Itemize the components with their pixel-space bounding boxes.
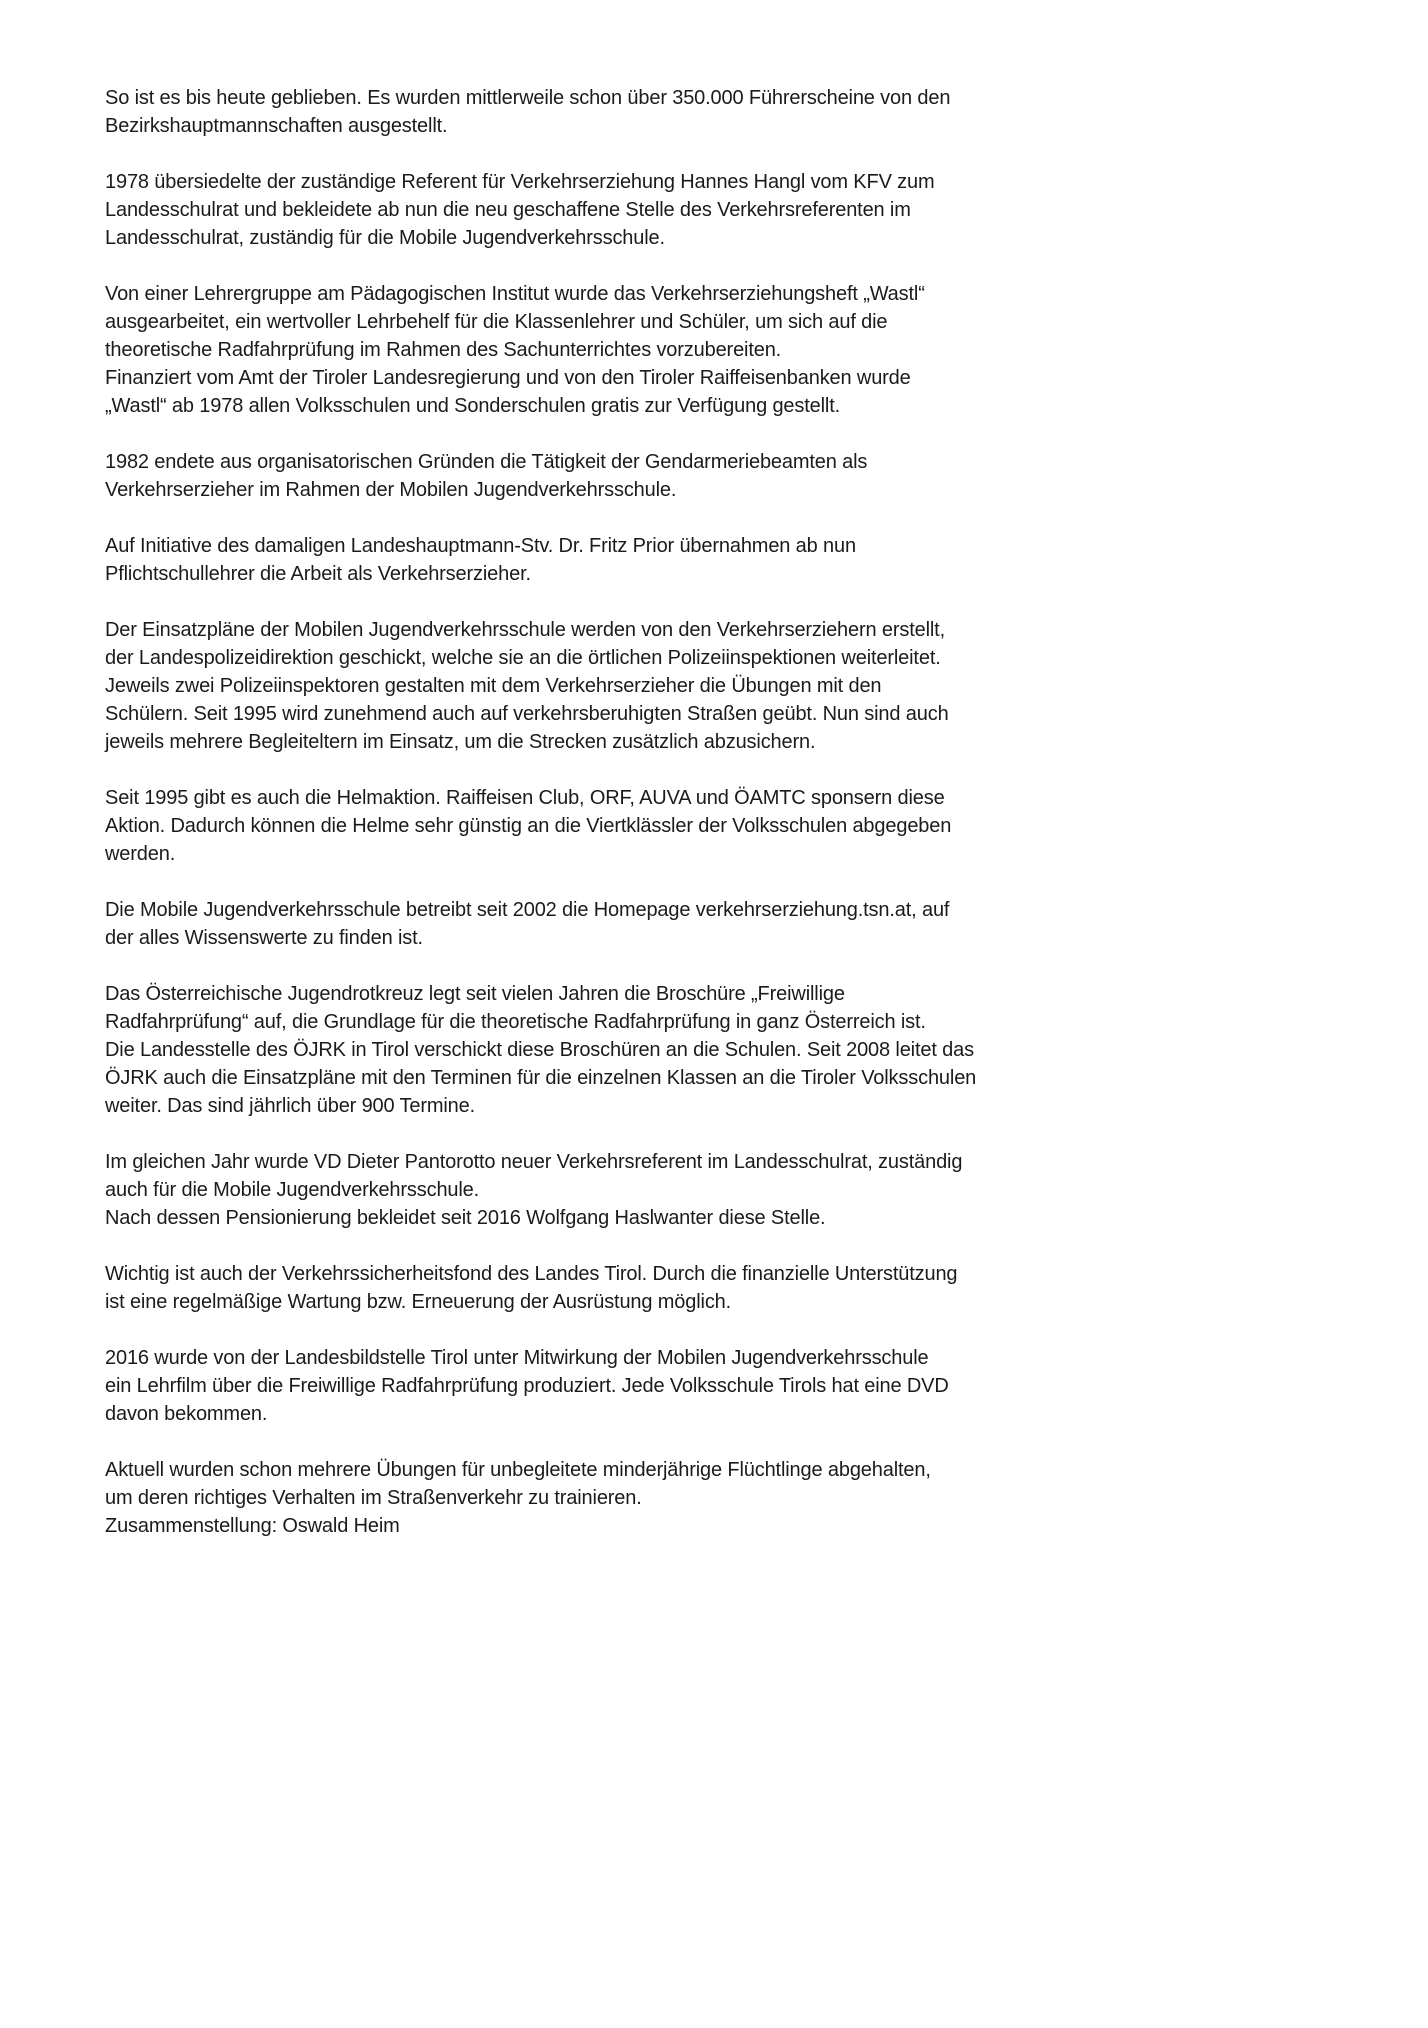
text-line: Jeweils zwei Polizeiinspektoren gestalten mit dem Verkehrserzieher die Übungen mit den <box>105 675 882 697</box>
text-line: auch für die Mobile Jugendverkehrsschule. <box>105 1179 480 1201</box>
text-line: Zusammenstellung: Oswald Heim <box>105 1515 400 1537</box>
text-line: Finanziert vom Amt der Tiroler Landesregierung und von den Tiroler Raiffeisenbanken wurde <box>105 367 911 389</box>
paragraph <box>105 448 1365 504</box>
text-line: Der Einsatzpläne der Mobilen Jugendverkehrsschule werden von den Verkehrserziehern erstellt, <box>105 619 945 641</box>
text-line: Aktuell wurden schon mehrere Übungen für unbegleitete minderjährige Flüchtlinge abgehalten, <box>105 1459 931 1481</box>
paragraph <box>105 980 1365 1120</box>
text-line: Das Österreichische Jugendrotkreuz legt seit vielen Jahren die Broschüre „Freiwillige <box>105 983 845 1005</box>
text-line: Auf Initiative des damaligen Landeshauptmann-Stv. Dr. Fritz Prior übernahmen ab nun <box>105 535 856 557</box>
text-line: 2016 wurde von der Landesbildstelle Tirol unter Mitwirkung der Mobilen Jugendverkehrsschule <box>105 1347 929 1369</box>
text-line: Seit 1995 gibt es auch die Helmaktion. Raiffeisen Club, ORF, AUVA und ÖAMTC sponsern diese <box>105 787 945 809</box>
text-line: theoretische Radfahrprüfung im Rahmen des Sachunterrichtes vorzubereiten. <box>105 339 782 361</box>
paragraph <box>105 280 1365 420</box>
paragraph <box>105 784 1365 868</box>
paragraph <box>105 1344 1365 1428</box>
text-line: Landesschulrat und bekleidete ab nun die neu geschaffene Stelle des Verkehrsreferenten im <box>105 199 911 221</box>
paragraph <box>105 896 1365 952</box>
text-line: ausgearbeitet, ein wertvoller Lehrbehelf für die Klassenlehrer und Schüler, um sich auf die <box>105 311 888 333</box>
text-line: „Wastl“ ab 1978 allen Volksschulen und Sonderschulen gratis zur Verfügung gestellt. <box>105 395 841 417</box>
text-line: um deren richtiges Verhalten im Straßenverkehr zu trainieren. <box>105 1487 642 1509</box>
paragraph <box>105 1148 1365 1232</box>
text-line: Aktion. Dadurch können die Helme sehr günstig an die Viertklässler der Volksschulen abgegeben <box>105 815 952 837</box>
text-line: 1982 endete aus organisatorischen Gründen die Tätigkeit der Gendarmeriebeamten als <box>105 451 868 473</box>
paragraph <box>105 1456 1365 1540</box>
text-line: ist eine regelmäßige Wartung bzw. Erneuerung der Ausrüstung möglich. <box>105 1291 732 1313</box>
text-line: Radfahrprüfung“ auf, die Grundlage für die theoretische Radfahrprüfung in ganz Österreich ist. <box>105 1011 926 1033</box>
text-line: jeweils mehrere Begleiteltern im Einsatz, um die Strecken zusätzlich abzusichern. <box>105 731 816 753</box>
text-line: Wichtig ist auch der Verkehrssicherheitsfond des Landes Tirol. Durch die finanzielle Unterstützung <box>105 1263 958 1285</box>
paragraph <box>105 616 1365 756</box>
text-line: Schülern. Seit 1995 wird zunehmend auch auf verkehrsberuhigten Straßen geübt. Nun sind auch <box>105 703 949 725</box>
paragraph <box>105 84 1365 140</box>
text-line: Im gleichen Jahr wurde VD Dieter Pantorotto neuer Verkehrsreferent im Landesschulrat, zuständig <box>105 1151 963 1173</box>
text-line: weiter. Das sind jährlich über 900 Termine. <box>105 1095 476 1117</box>
text-line: Von einer Lehrergruppe am Pädagogischen Institut wurde das Verkehrserziehungsheft „Wastl“ <box>105 283 925 305</box>
text-line: der Landespolizeidirektion geschickt, welche sie an die örtlichen Polizeiinspektionen weiterleitet. <box>105 647 941 669</box>
text-line: Pflichtschullehrer die Arbeit als Verkehrserzieher. <box>105 563 531 585</box>
text-line: werden. <box>105 843 176 865</box>
text-line: Die Landesstelle des ÖJRK in Tirol verschickt diese Broschüren an die Schulen. Seit 2008 leitet das <box>105 1039 974 1061</box>
document-content <box>105 84 1365 1540</box>
text-line: Die Mobile Jugendverkehrsschule betreibt seit 2002 die Homepage verkehrserziehung.tsn.at, auf <box>105 899 950 921</box>
text-line: Bezirkshauptmannschaften ausgestellt. <box>105 115 448 137</box>
text-line: Landesschulrat, zuständig für die Mobile Jugendverkehrsschule. <box>105 227 665 249</box>
paragraph <box>105 1260 1365 1316</box>
text-line: Verkehrserzieher im Rahmen der Mobilen Jugendverkehrsschule. <box>105 479 677 501</box>
text-line: der alles Wissenswerte zu finden ist. <box>105 927 423 949</box>
paragraph <box>105 168 1365 252</box>
text-line: davon bekommen. <box>105 1403 268 1425</box>
paragraph <box>105 532 1365 588</box>
text-line: ein Lehrfilm über die Freiwillige Radfahrprüfung produziert. Jede Volksschule Tirols hat eine DVD <box>105 1375 949 1397</box>
text-line: Nach dessen Pensionierung bekleidet seit 2016 Wolfgang Haslwanter diese Stelle. <box>105 1207 826 1229</box>
text-line: 1978 übersiedelte der zuständige Referent für Verkehrserziehung Hannes Hangl vom KFV zum <box>105 171 935 193</box>
text-line: So ist es bis heute geblieben. Es wurden mittlerweile schon über 350.000 Führerscheine von den <box>105 87 951 109</box>
text-line: ÖJRK auch die Einsatzpläne mit den Terminen für die einzelnen Klassen an die Tiroler Volksschulen <box>105 1067 977 1089</box>
